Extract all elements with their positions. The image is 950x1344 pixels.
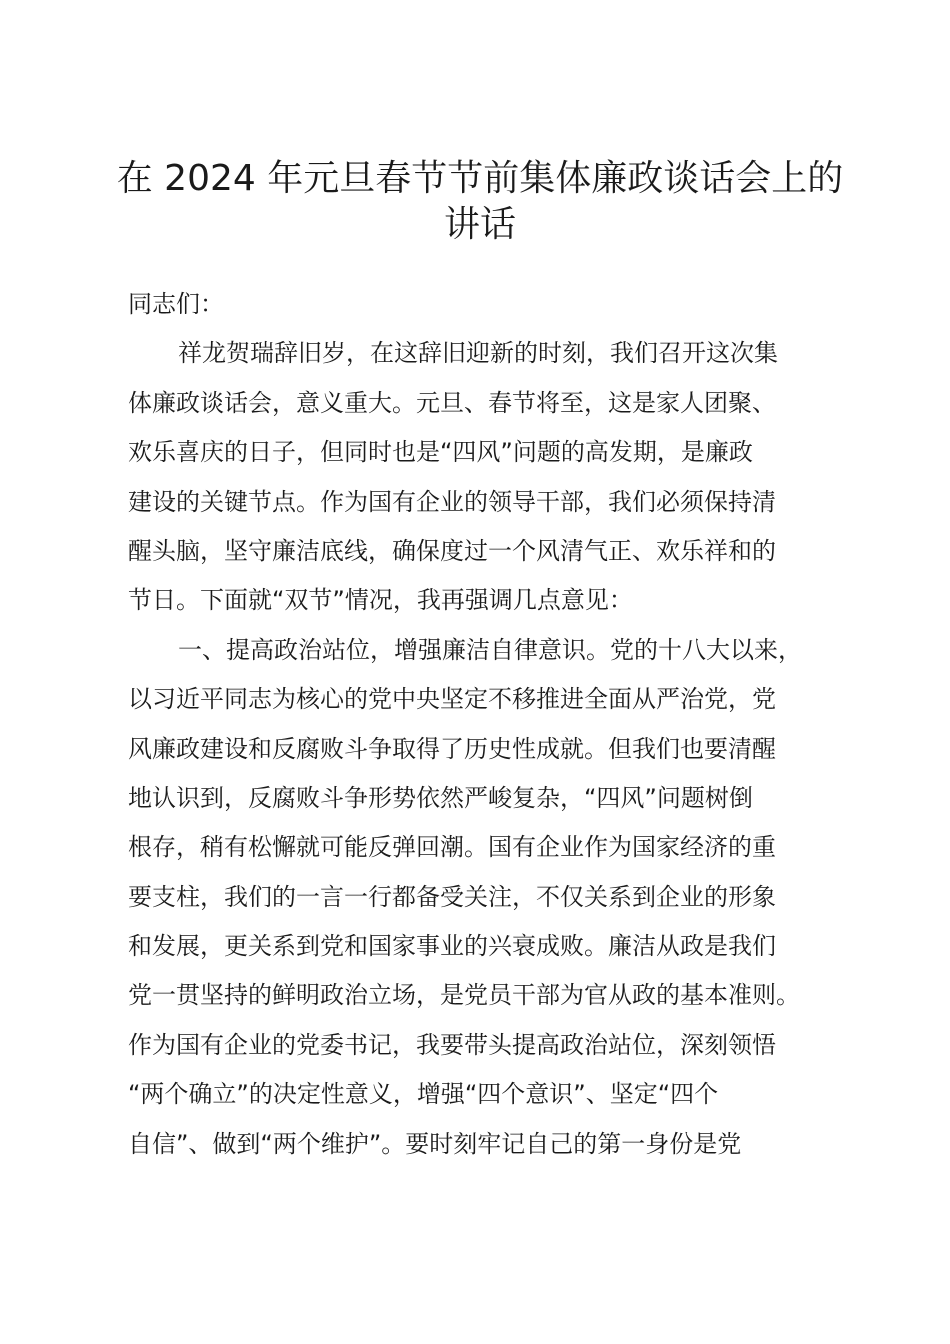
paragraph-1 [128, 329, 848, 625]
title-line-1: 在 2024 年元旦春节节前集体廉政谈话会上的 [116, 158, 844, 199]
paragraph-1-line: 欢乐喜庆的日子，但同时也是“四风”问题的高发期，是廉政 [128, 438, 753, 467]
paragraph-1-line: 体廉政谈话会，意义重大。元旦、春节将至，这是家人团聚、 [128, 388, 776, 417]
greeting: 同志们： [128, 290, 224, 318]
title-line-2: 讲话 [443, 204, 516, 245]
paragraph-2-line: 一、提高政治站位，增强廉洁自律意识。党的十八大以来， [178, 635, 802, 664]
paragraph-2-line: 以习近平同志为核心的党中央坚定不移推进全面从严治党，党 [128, 685, 776, 714]
paragraph-2-line: 作为国有企业的党委书记，我要带头提高政治站位，深刻领悟 [128, 1030, 776, 1059]
paragraph-2 [128, 626, 848, 1169]
document-title [110, 156, 850, 248]
paragraph-2-line: 要支柱，我们的一言一行都备受关注，不仅关系到企业的形象 [128, 882, 776, 911]
paragraph-2-line: 党一贯坚持的鲜明政治立场，是党员干部为官从政的基本准则。 [128, 981, 800, 1010]
paragraph-1-line: 醒头脑，坚守廉洁底线，确保度过一个风清气正、欢乐祥和的 [128, 536, 776, 565]
paragraph-1-line: 建设的关键节点。作为国有企业的领导干部，我们必须保持清 [128, 487, 776, 516]
paragraph-1-line: 节日。下面就“双节”情况，我再强调几点意见： [128, 586, 633, 615]
paragraph-2-line: 自信”、做到“两个维护”。要时刻牢记自己的第一身份是党 [128, 1129, 742, 1158]
paragraph-1-line: 祥龙贺瑞辞旧岁，在这辞旧迎新的时刻，我们召开这次集 [178, 339, 778, 368]
paragraph-2-line: 风廉政建设和反腐败斗争取得了历史性成就。但我们也要清醒 [128, 734, 776, 763]
paragraph-2-line: 根存，稍有松懈就可能反弹回潮。国有企业作为国家经济的重 [128, 833, 776, 862]
paragraph-2-line: 和发展，更关系到党和国家事业的兴衰成败。廉洁从政是我们 [128, 932, 776, 961]
paragraph-2-line: “两个确立”的决定性意义，增强“四个意识”、坚定“四个 [128, 1080, 719, 1109]
document-body [128, 280, 848, 1169]
paragraph-2-line: 地认识到，反腐败斗争形势依然严峻复杂，“四风”问题树倒 [128, 783, 753, 812]
